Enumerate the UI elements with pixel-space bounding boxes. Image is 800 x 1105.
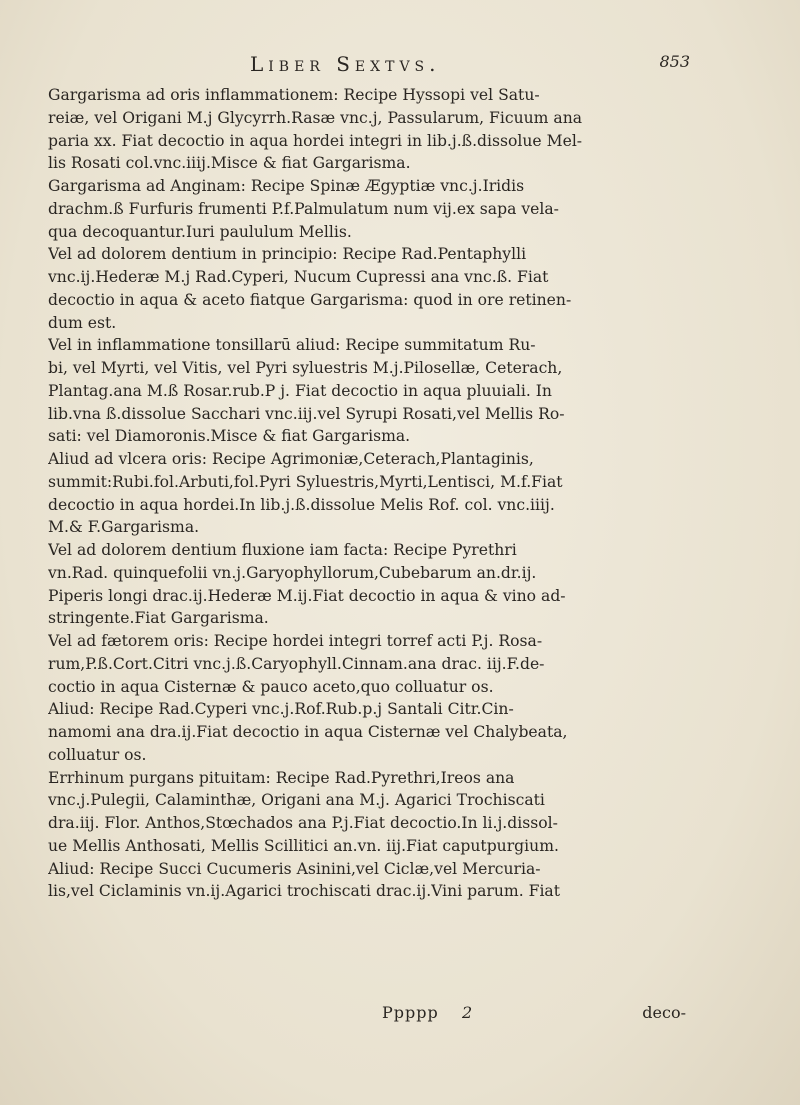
text-line: qua decoquantur.Iuri paululum Mellis. [48, 222, 352, 241]
text-line: Errhinum purgans pituitam: Recipe Rad.Pyrethri,Ireos ana [48, 768, 515, 787]
signature-mark: Ppppp [382, 1003, 439, 1022]
text-line: lib.vna ß.dissolue Sacchari vnc.iij.vel Syrupi Rosati,vel Mellis Ro- [48, 404, 565, 423]
text-line: drachm.ß Furfuris frumenti P.f.Palmulatum num vij.ex sapa vela- [48, 199, 559, 218]
text-line: dra.iij. Flor. Anthos,Stœchados ana P.j.Fiat decoctio.In li.j.dissol- [48, 814, 558, 832]
text-line: Vel ad dolorem dentium in principio: Recipe Rad.Pentaphylli [48, 245, 527, 264]
text-line: sati: vel Diamoronis.Misce & fiat Gargarisma. [48, 427, 411, 446]
text-line: namomi ana dra.ij.Fiat decoctio in aqua Cisternæ vel Chalybeata, [48, 723, 568, 741]
catchword: deco- [642, 1003, 686, 1022]
text-line: vn.Rad. quinquefolii vn.j.Garyophyllorum,Cubebarum an.dr.ij. [48, 563, 537, 582]
running-header [60, 52, 720, 82]
text-line: bi, vel Myrti, vel Vitis, vel Pyri syluestris M.j.Pilosellæ, Ceterach, [48, 359, 563, 377]
text-line: ue Mellis Anthosati, Mellis Scillitici an.vn. iij.Fiat caputpurgium. [48, 836, 559, 855]
text-line: summit:Rubi.fol.Arbuti,fol.Pyri Syluestris,Myrti,Lentisci, M.f.Fiat [48, 472, 563, 491]
text-line: Vel ad fætorem oris: Recipe hordei integri torref acti P.j. Rosa- [48, 632, 543, 650]
text-line: coctio in aqua Cisternæ & pauco aceto,quo colluatur os. [48, 677, 494, 696]
text-line: rum,P.ß.Cort.Citri vnc.j.ß.Caryophyll.Cinnam.ana drac. iij.F.de- [48, 654, 545, 673]
text-line: colluatur os. [48, 745, 147, 764]
text-line: Vel ad dolorem dentium fluxione iam facta: Recipe Pyrethri [48, 541, 517, 559]
text-line: Aliud: Recipe Rad.Cyperi vnc.j.Rof.Rub.p.j Santali Citr.Cin- [48, 700, 514, 719]
text-line: decoctio in aqua hordei.In lib.j.ß.dissolue Melis Rof. col. vnc.iiij. [48, 495, 555, 514]
body-text [48, 84, 724, 903]
text-line: M.& F.Gargarisma. [48, 518, 200, 537]
text-line: reiæ, vel Origani M.j Glycyrrh.Rasæ vnc.j, Passularum, Ficuum ana [48, 108, 583, 127]
text-line: vnc.j.Pulegii, Calaminthæ, Origani ana M.j. Agarici Trochiscati [48, 791, 545, 810]
running-title: Liber Sextvs. [250, 52, 441, 76]
text-line: Gargarisma ad Anginam: Recipe Spinæ Ægyptiæ vnc.j.Iridis [48, 177, 525, 195]
page-footer [48, 1003, 724, 1027]
text-line: Aliud ad vlcera oris: Recipe Agrimoniæ,Ceterach,Plantaginis, [48, 450, 534, 468]
text-line: Aliud: Recipe Succi Cucumeris Asinini,vel Ciclæ,vel Mercuria- [48, 859, 541, 878]
text-line: lis Rosati col.vnc.iiij.Misce & fiat Gargarisma. [48, 154, 411, 173]
page-number: 853 [659, 52, 690, 71]
text-line: Gargarisma ad oris inflammationem: Recipe Hyssopi vel Satu- [48, 86, 540, 104]
signature-number: 2 [462, 1003, 473, 1022]
text-line: Vel in inflammatione tonsillarū aliud: Recipe summitatum Ru- [48, 336, 536, 355]
text-line: stringente.Fiat Gargarisma. [48, 609, 269, 628]
text-line: dum est. [48, 313, 117, 332]
text-line: lis,vel Ciclaminis vn.ij.Agarici trochiscati drac.ij.Vini parum. Fiat [48, 882, 560, 901]
text-line: Plantag.ana M.ß Rosar.rub.P j. Fiat decoctio in aqua pluuiali. In [48, 381, 552, 400]
text-line: decoctio in aqua & aceto fiatque Gargarisma: quod in ore retinen- [48, 290, 572, 309]
text-line: Piperis longi drac.ij.Hederæ M.ij.Fiat decoctio in aqua & vino ad- [48, 586, 566, 605]
text-line: vnc.ij.Hederæ M.j Rad.Cyperi, Nucum Cupressi ana vnc.ß. Fiat [48, 268, 549, 286]
text-line: paria xx. Fiat decoctio in aqua hordei integri in lib.j.ß.dissolue Mel- [48, 131, 583, 150]
